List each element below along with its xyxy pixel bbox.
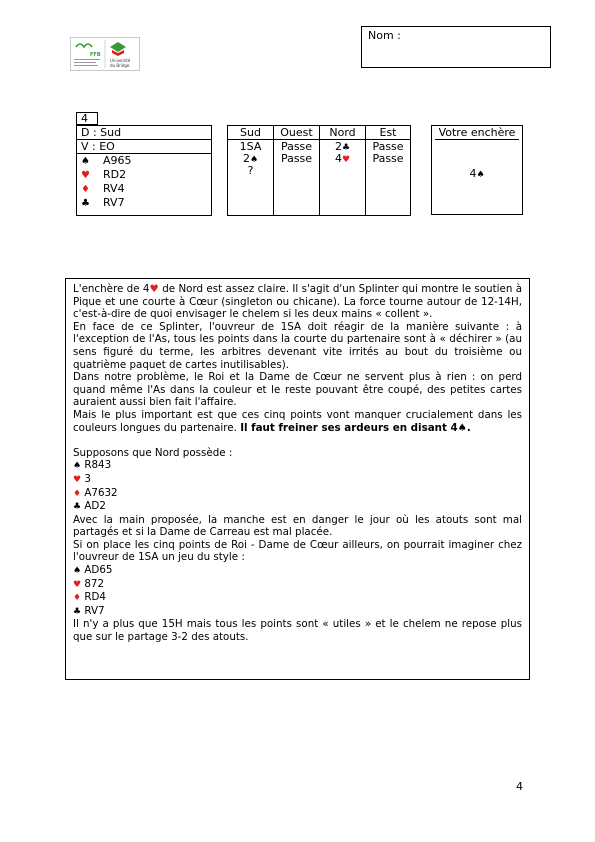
suit-icon: ♠: [73, 461, 82, 472]
paragraph-6: Avec la main proposée, la manche est en danger le jour où les atouts sont mal partagés et si la Dame de Carreau est mal placée.: [73, 513, 522, 539]
svg-text:Université: Université: [110, 58, 131, 63]
hand-line: ♦ RD4: [73, 591, 106, 604]
bid-cell: 2♣: [334, 140, 351, 153]
paragraph-2: En face de ce Splinter, l'ouvreur de 1SA doit réagir de la manière suivante : à l'exception de l'As, tous les points dans la courte du partenaire sont à « déchirer » (au sens figuré du terme, les arbitres devenant vite irrités au bout du troisième ou quatrième paquet de cartes inutilisables).: [73, 320, 522, 371]
hand-line: ♠ R843: [73, 459, 112, 472]
header-est: Est: [379, 126, 397, 139]
bid-cell: 4♥: [334, 152, 351, 165]
bidding-table: [227, 125, 411, 216]
bid-cell: Passe: [280, 140, 313, 153]
your-bid-box: [431, 125, 523, 215]
paragraph-1: L'enchère de 4♥ de Nord est assez claire. Il s'agit d'un Splinter qui montre le soutien à Pique et une courte à Cœur (singleton ou chicane). La force tourne autour de 12-14H, c'est-à-dire de quoi envisager le chelem si les deux mains « collent ».: [73, 283, 523, 321]
deal-number: 4: [76, 112, 98, 125]
suit-icon: ♠: [73, 566, 82, 577]
ffb-logo: [70, 37, 140, 71]
south-hand-box: [76, 125, 212, 216]
bidding-column: [228, 140, 274, 216]
hand-line: ♣ AD2: [73, 500, 106, 513]
suit-cards: RD2: [103, 168, 127, 181]
bidding-column: [320, 140, 366, 216]
header-nord: Nord: [320, 126, 366, 139]
hand-suit-row: [77, 182, 211, 196]
hand-line: ♥ 3: [73, 472, 91, 485]
your-bid-title: Votre enchère: [435, 126, 519, 140]
hand-line: ♥ 872: [73, 577, 105, 590]
logo-left-text: FFB: [90, 52, 101, 58]
suit-icon: ♥: [73, 579, 82, 590]
paragraph-4: Mais le plus important est que ces cinq points vont manquer crucialement dans les couleurs longues du partenaire. Il faut freiner ses ardeurs en disant 4♠.: [73, 408, 522, 434]
alt-south-hand: [73, 564, 522, 618]
header-sud: Sud: [228, 126, 274, 139]
suit-icon: ♠: [81, 156, 90, 167]
paragraph-8: Il n'y a plus que 15H mais tous les points sont « utiles » et le chelem ne repose plus que sur le partage 3-2 des atouts.: [73, 618, 522, 644]
suit-cards: A965: [103, 154, 132, 167]
name-label: Nom :: [368, 29, 401, 42]
vulnerability: V : EO: [77, 140, 211, 154]
explanation-box: [65, 278, 530, 680]
hand-line: ♣ RV7: [73, 604, 105, 617]
suit-cards: RV7: [103, 196, 125, 209]
suit-icon: ♦: [73, 488, 82, 499]
dealer: D : Sud: [77, 126, 211, 140]
paragraph-7: Si on place les cinq points de Roi - Dame de Cœur ailleurs, on pourrait imaginer chez l'ouvreur de 1SA un jeu du style :: [73, 538, 522, 564]
page-number: 4: [516, 780, 523, 793]
bid-cell: Passe: [280, 152, 313, 165]
hand-line: ♠ AD65: [73, 564, 113, 577]
suit-icon: ♣: [81, 198, 90, 209]
bid-cell: 1SA: [239, 140, 262, 153]
bidding-column: [366, 140, 410, 216]
suit-icon: ♦: [81, 184, 90, 195]
paragraph-3: Dans notre problème, le Roi et la Dame de Cœur ne servent plus à rien : on perd quand même l'As dans la couleur et le reste pouvant être coupé, des petites cartes auraient aussi bien fait l'affaire.: [73, 371, 522, 409]
hand-suit-row: [77, 168, 211, 182]
suit-icon: ♣: [73, 606, 82, 617]
name-field[interactable]: [361, 26, 551, 68]
hand-suit-row: [77, 196, 211, 210]
your-bid-answer: 4♠: [469, 167, 485, 180]
bid-cell: Passe: [372, 152, 404, 165]
suit-icon: ♥: [81, 170, 90, 181]
heart-icon: ♥: [149, 283, 159, 295]
bid-cell: Passe: [372, 140, 404, 153]
bid-cell: 2♠: [242, 152, 259, 165]
bidding-column: [274, 140, 320, 216]
paragraph-5: Supposons que Nord possède :: [73, 446, 233, 459]
suit-cards: RV4: [103, 182, 125, 195]
suit-icon: ♦: [73, 593, 82, 604]
hand-suit-row: [77, 154, 211, 168]
bidding-header: [228, 126, 410, 140]
suit-icon: ♣: [73, 502, 82, 513]
north-hand: [73, 459, 522, 513]
header-ouest: Ouest: [274, 126, 320, 139]
hand-line: ♦ A7632: [73, 486, 118, 499]
suit-icon: ♥: [73, 474, 82, 485]
svg-text:du Bridge: du Bridge: [110, 63, 130, 68]
bid-cell: ?: [247, 164, 254, 177]
